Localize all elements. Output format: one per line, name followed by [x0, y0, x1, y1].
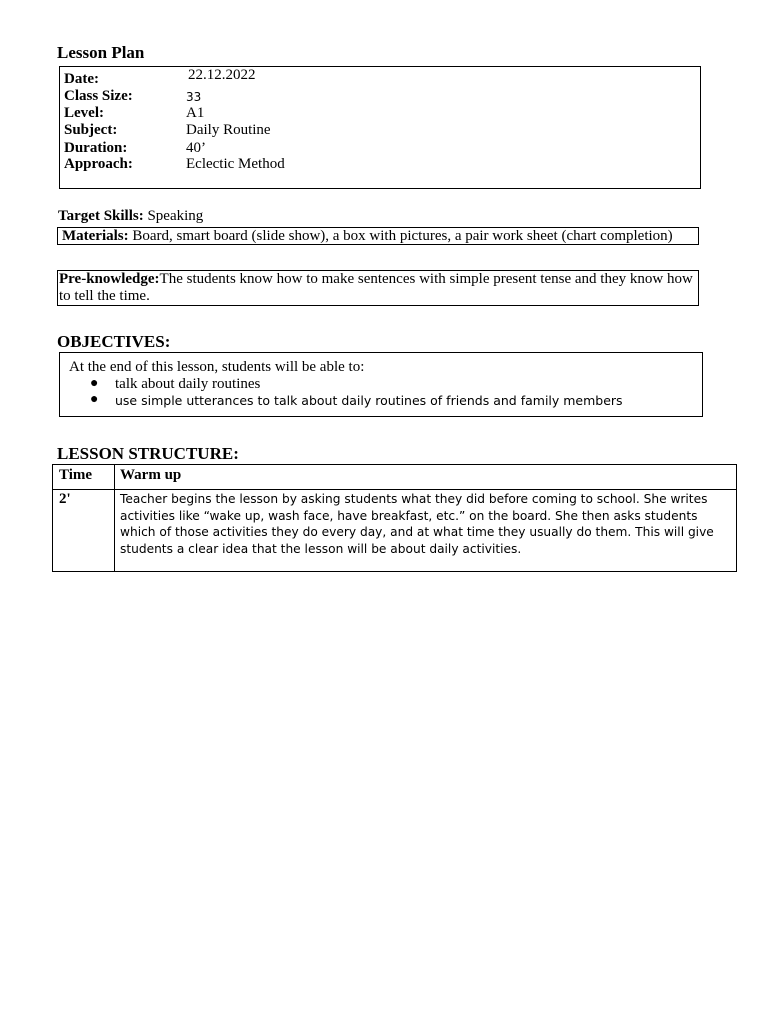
approach-value: Eclectic Method [186, 156, 285, 172]
approach-label: Approach: [64, 156, 133, 172]
preknowledge-value: The students know how to make sentences with simple present tense and they know how to tell the time. [59, 271, 693, 304]
date-label: Date: [64, 71, 99, 87]
level-label: Level: [64, 105, 104, 121]
objectives-intro: At the end of this lesson, students will be able to: [69, 359, 365, 375]
target-skills-value: Speaking [147, 208, 204, 224]
lesson-info-box [59, 66, 701, 189]
stage-column-header: Warm up [120, 467, 182, 483]
target-skills-label: Target Skills: [58, 208, 144, 224]
date-value: 22.12.2022 [188, 67, 256, 83]
table-row-time: 2' [59, 491, 71, 507]
objective-item: talk about daily routines [115, 376, 261, 392]
lesson-structure-heading: LESSON STRUCTURE: [57, 444, 239, 463]
materials-value: Board, smart board (slide show), a box with pictures, a pair work sheet (chart completion) [132, 228, 673, 244]
class-size-value: 33 [186, 90, 202, 104]
materials-label: Materials: [62, 228, 129, 244]
duration-value: 40’ [186, 140, 206, 156]
subject-label: Subject: [64, 122, 118, 138]
lesson-structure-table [52, 464, 737, 572]
bullet-icon: ● [90, 376, 99, 391]
materials-box [57, 227, 699, 245]
objectives-heading: OBJECTIVES: [57, 332, 171, 351]
subject-value: Daily Routine [186, 122, 271, 138]
bullet-icon: ● [90, 392, 99, 407]
target-skills-line [58, 208, 203, 225]
time-column-header: Time [59, 467, 93, 483]
class-size-label: Class Size: [64, 88, 133, 104]
preknowledge-label: Pre-knowledge: [59, 271, 160, 287]
column-divider [114, 465, 115, 571]
level-value: A1 [186, 105, 205, 121]
objectives-box [59, 352, 703, 417]
preknowledge-box [57, 270, 699, 306]
header-divider [53, 489, 736, 490]
objective-item: use simple utterances to talk about daily routines of friends and family members [115, 393, 623, 408]
duration-label: Duration: [64, 140, 128, 156]
page-title: Lesson Plan [57, 43, 145, 62]
table-row-description: Teacher begins the lesson by asking students what they did before coming to school. She writes activities like “wake up, wash face, have breakfast, etc.” on the board. She then asks students which of those activities they do every day, and at what time they usually do them. This will give students a clear idea that the lesson will be about daily activities. [120, 492, 714, 556]
